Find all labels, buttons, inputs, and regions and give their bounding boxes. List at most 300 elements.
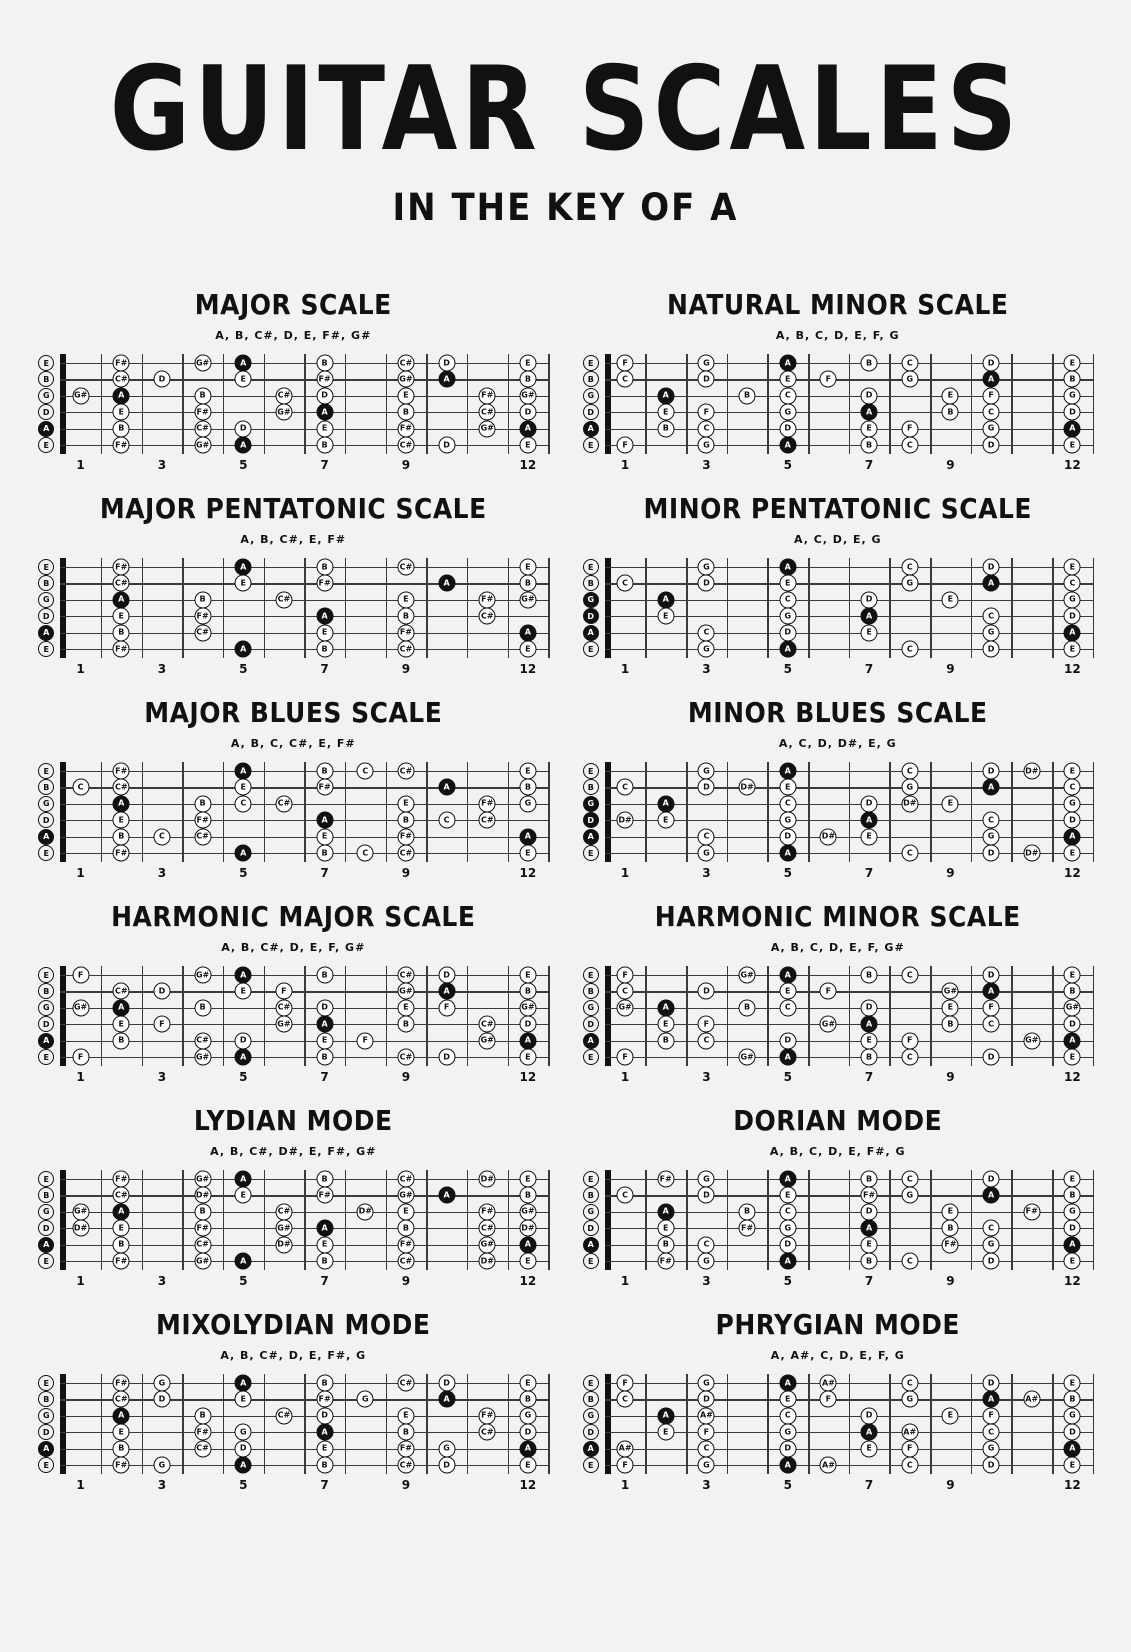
fret-line <box>1011 558 1013 658</box>
fret-note: E <box>316 1032 333 1049</box>
fretboard <box>42 966 548 1066</box>
open-string-label: B <box>38 983 54 999</box>
fret-note: D <box>983 763 1000 780</box>
open-string-label: G <box>583 796 599 812</box>
fret-note-root: A <box>519 1236 536 1253</box>
string-line <box>60 1416 548 1417</box>
fret-line <box>548 558 550 658</box>
string-line <box>605 649 1093 650</box>
fret-line <box>182 354 184 454</box>
fret-note: D# <box>820 828 837 845</box>
fret-note-root: A <box>657 795 674 812</box>
fret-note: C <box>901 1171 918 1188</box>
fret-note: F# <box>657 1253 674 1270</box>
fret-note: D <box>983 437 1000 454</box>
fret-note: G# <box>194 1049 211 1066</box>
fret-note: B <box>194 795 211 812</box>
scale-block-major-pentatonic-scale <box>26 476 561 680</box>
string-line <box>60 616 548 617</box>
fret-number: 12 <box>519 866 537 880</box>
fret-number: 9 <box>401 1274 411 1288</box>
fret-note: F <box>983 1407 1000 1424</box>
fret-line <box>101 1374 103 1474</box>
fret-note: G <box>983 624 1000 641</box>
fret-note: C# <box>275 1203 292 1220</box>
string-line <box>605 616 1093 617</box>
string-line <box>60 1057 548 1058</box>
fret-line <box>304 762 306 862</box>
fretboard <box>42 762 548 862</box>
scale-title: NATURAL MINOR SCALE <box>667 288 1009 321</box>
fret-note: E <box>779 575 796 592</box>
fret-note: F <box>438 999 455 1016</box>
fret-note: G <box>698 559 715 576</box>
scale-note-list: A, B, C#, E, F# <box>240 533 347 546</box>
fret-line <box>727 966 729 1066</box>
fret-note: D <box>316 999 333 1016</box>
fret-note: E <box>861 420 878 437</box>
page-subtitle: IN THE KEY OF A <box>392 186 739 230</box>
fret-note: C <box>901 1457 918 1474</box>
string-line <box>605 379 1093 380</box>
open-string-label: B <box>38 1391 54 1407</box>
fret-note: C <box>901 1253 918 1270</box>
fret-note: C# <box>194 624 211 641</box>
fret-note: C <box>779 387 796 404</box>
string-line <box>605 853 1093 854</box>
fret-note: F# <box>397 420 414 437</box>
fret-line <box>930 1170 932 1270</box>
fret-note: E <box>519 1457 536 1474</box>
string-line <box>605 363 1093 364</box>
scale-title: MAJOR BLUES SCALE <box>144 696 443 729</box>
fret-note-root: A <box>235 1457 252 1474</box>
fret-note: E <box>519 967 536 984</box>
nut <box>60 762 66 862</box>
fret-line <box>767 1170 769 1270</box>
string-line <box>60 1399 548 1400</box>
fret-line <box>386 762 388 862</box>
string-line <box>605 1212 1093 1213</box>
fret-note: C# <box>113 1187 130 1204</box>
fret-number: 5 <box>239 662 248 676</box>
scale-note-list: A, C, D, D#, E, G <box>778 737 897 750</box>
open-string-label: E <box>583 559 599 575</box>
fret-note: E <box>519 845 536 862</box>
string-line <box>605 1383 1093 1384</box>
fret-note: D <box>1064 1424 1081 1441</box>
fret-line <box>808 1170 810 1270</box>
fret-note: F <box>901 420 918 437</box>
fret-note: G# <box>739 967 756 984</box>
fret-note: G <box>901 1391 918 1408</box>
fretboard <box>587 1170 1093 1270</box>
fret-note-root: A <box>1064 624 1081 641</box>
fret-line <box>849 1170 851 1270</box>
fret-line <box>808 966 810 1066</box>
fret-note: D <box>698 1391 715 1408</box>
fret-note: F# <box>316 371 333 388</box>
fret-number: 1 <box>620 1274 630 1288</box>
string-line <box>60 1228 548 1229</box>
fret-note-root: A <box>519 420 536 437</box>
fret-note: E <box>235 1391 252 1408</box>
fret-note: B <box>657 1236 674 1253</box>
fret-note: D <box>438 437 455 454</box>
scale-block-minor-pentatonic-scale <box>571 476 1106 680</box>
string-line <box>60 412 548 413</box>
fret-line <box>849 354 851 454</box>
fret-line <box>889 762 891 862</box>
fret-number: 7 <box>864 458 874 472</box>
fret-note: B <box>861 1171 878 1188</box>
fret-note-root: A <box>235 1253 252 1270</box>
fret-note: D <box>861 591 878 608</box>
fret-note: E <box>113 1016 130 1033</box>
fret-note: G <box>698 641 715 658</box>
fretboard <box>42 1170 548 1270</box>
scale-title: HARMONIC MAJOR SCALE <box>111 900 476 933</box>
fret-note: E <box>519 437 536 454</box>
fret-note-root: A <box>235 1375 252 1392</box>
fret-note: E <box>235 371 252 388</box>
fret-note: C# <box>397 1049 414 1066</box>
fret-line <box>386 1374 388 1474</box>
fret-number-row <box>605 862 1093 884</box>
fret-number: 5 <box>783 1274 792 1288</box>
fret-line <box>304 558 306 658</box>
open-string-label: B <box>583 1391 599 1407</box>
fret-note: F# <box>194 1220 211 1237</box>
fret-note: C# <box>397 845 414 862</box>
fret-note-root: A <box>316 1424 333 1441</box>
fret-note: B <box>316 641 333 658</box>
fret-note: C <box>698 1236 715 1253</box>
fret-note-root: A <box>235 1171 252 1188</box>
fret-line <box>1052 1374 1054 1474</box>
string-line <box>605 429 1093 430</box>
open-string-label: G <box>583 1408 599 1424</box>
fret-note: F <box>617 1457 634 1474</box>
open-string-label: D <box>583 812 599 828</box>
fret-note: D <box>698 575 715 592</box>
fret-note: C <box>983 404 1000 421</box>
fret-number: 1 <box>620 458 630 472</box>
fret-number: 9 <box>946 1274 955 1288</box>
fret-number: 7 <box>320 1070 329 1084</box>
fret-note: G <box>698 1375 715 1392</box>
fret-line <box>345 762 347 862</box>
fret-note: B <box>1064 1187 1081 1204</box>
fret-note: G# <box>194 1171 211 1188</box>
fret-note: B <box>316 437 333 454</box>
string-line <box>60 1195 548 1196</box>
fret-line <box>971 1374 973 1474</box>
open-string-label: D <box>583 1220 599 1236</box>
fret-line <box>548 1170 550 1270</box>
fret-note: C <box>617 779 634 796</box>
open-string-label: E <box>38 763 54 779</box>
fret-note: C <box>617 575 634 592</box>
fret-number: 1 <box>76 1070 85 1084</box>
open-string-label: E <box>38 559 54 575</box>
fret-note: B <box>316 1049 333 1066</box>
fret-note-root: A <box>438 371 455 388</box>
fret-note: F# <box>113 1375 130 1392</box>
fret-number: 12 <box>1064 866 1081 880</box>
string-line <box>60 429 548 430</box>
fret-note-root: A <box>983 575 1000 592</box>
string-line <box>605 820 1093 821</box>
open-string-label: E <box>583 641 599 657</box>
fretboard <box>42 558 548 658</box>
fret-line <box>508 1170 510 1270</box>
string-line <box>60 1383 548 1384</box>
string-line <box>60 1245 548 1246</box>
fret-note: G# <box>397 1187 414 1204</box>
fret-note: E <box>942 591 959 608</box>
fret-note: B <box>657 420 674 437</box>
fret-note-root: A <box>861 1016 878 1033</box>
fret-note: F# <box>316 779 333 796</box>
fret-line <box>548 966 550 1066</box>
string-line <box>60 1449 548 1450</box>
fret-note-root: A <box>983 983 1000 1000</box>
fret-line <box>1052 966 1054 1066</box>
fret-line <box>467 1374 469 1474</box>
fret-note-root: A <box>1064 1440 1081 1457</box>
nut <box>605 354 611 454</box>
fret-note: G# <box>72 1203 89 1220</box>
fret-note: E <box>519 641 536 658</box>
string-line <box>60 1179 548 1180</box>
fret-note: B <box>1064 983 1081 1000</box>
fret-note: E <box>235 575 252 592</box>
open-string-label: G <box>38 388 54 404</box>
fret-note: E <box>397 591 414 608</box>
string-line <box>605 412 1093 413</box>
fret-note: C# <box>397 355 414 372</box>
fret-note: F# <box>194 608 211 625</box>
fret-note: G <box>1064 1203 1081 1220</box>
fret-number: 9 <box>946 458 955 472</box>
open-string-label: B <box>583 371 599 387</box>
fret-note: G <box>779 404 796 421</box>
fret-line <box>1011 1374 1013 1474</box>
fret-note: C# <box>113 983 130 1000</box>
nut <box>60 354 66 454</box>
fret-note: E <box>316 624 333 641</box>
fret-note: C# <box>397 1457 414 1474</box>
fret-note: D# <box>1023 763 1040 780</box>
fret-note: D <box>519 1424 536 1441</box>
fret-note: G <box>983 1440 1000 1457</box>
fret-number: 3 <box>157 662 167 676</box>
fret-note: C <box>779 795 796 812</box>
fret-note: C <box>983 1424 1000 1441</box>
scale-note-list: A, B, C#, D, E, F#, G# <box>215 329 372 342</box>
fret-note: D# <box>357 1203 374 1220</box>
string-line <box>60 804 548 805</box>
fret-note-root: A <box>779 1171 796 1188</box>
fret-number: 7 <box>864 1478 874 1492</box>
fret-note: F <box>617 355 634 372</box>
fret-note: E <box>316 1236 333 1253</box>
fret-number: 3 <box>702 866 711 880</box>
fret-line <box>142 354 144 454</box>
fret-line <box>889 558 891 658</box>
fret-note: C# <box>194 1032 211 1049</box>
fret-number: 7 <box>320 1478 329 1492</box>
fret-note: B <box>861 437 878 454</box>
fret-note: E <box>861 828 878 845</box>
fret-note: C <box>1064 575 1081 592</box>
fret-note: F# <box>113 1457 130 1474</box>
scale-block-natural-minor-scale <box>571 272 1106 476</box>
fret-note: D# <box>901 795 918 812</box>
fret-note: G# <box>275 1016 292 1033</box>
open-string-label: D <box>38 404 54 420</box>
fret-line <box>508 762 510 862</box>
nut <box>60 966 66 1066</box>
fret-note: B <box>942 1220 959 1237</box>
open-string-label: G <box>38 1408 54 1424</box>
fret-number: 9 <box>946 866 955 880</box>
fret-line <box>645 1374 647 1474</box>
fret-number: 9 <box>401 1070 411 1084</box>
fret-line <box>142 1374 144 1474</box>
fret-note: E <box>519 1049 536 1066</box>
fret-note: F# <box>194 404 211 421</box>
fret-note: G <box>779 1220 796 1237</box>
fret-number: 7 <box>320 866 329 880</box>
fret-line <box>467 762 469 862</box>
fret-line <box>182 966 184 1066</box>
fret-note-root: A <box>316 1220 333 1237</box>
fret-number-row <box>605 658 1093 680</box>
string-line <box>60 1212 548 1213</box>
fret-line <box>849 558 851 658</box>
fret-number: 7 <box>320 458 329 472</box>
fret-note: C# <box>479 1220 496 1237</box>
fret-note: C# <box>194 1440 211 1457</box>
open-string-label: E <box>583 763 599 779</box>
fret-note: G <box>901 371 918 388</box>
fret-note: B <box>113 1236 130 1253</box>
string-line <box>60 820 548 821</box>
string-line <box>605 567 1093 568</box>
fret-note: G <box>779 812 796 829</box>
open-string-label: E <box>38 1253 54 1269</box>
fret-number: 12 <box>1064 662 1081 676</box>
fret-note: D# <box>479 1253 496 1270</box>
fret-note: A# <box>1023 1391 1040 1408</box>
fret-note: G# <box>72 999 89 1016</box>
fretboard <box>42 354 548 454</box>
fret-note: G# <box>820 1016 837 1033</box>
fret-line <box>508 966 510 1066</box>
fret-note: C# <box>275 999 292 1016</box>
fretboard-diagram <box>38 354 548 476</box>
open-string-label: A <box>583 829 599 845</box>
open-string-label: G <box>38 592 54 608</box>
fret-note: B <box>194 387 211 404</box>
open-string-label: G <box>38 1204 54 1220</box>
scale-block-dorian-mode <box>571 1088 1106 1292</box>
fret-line <box>1093 762 1095 862</box>
fret-number: 1 <box>76 662 85 676</box>
open-string-label: D <box>38 1424 54 1440</box>
fret-line <box>386 558 388 658</box>
scale-title: MAJOR SCALE <box>194 288 392 321</box>
fret-note-root: A <box>438 575 455 592</box>
open-string-label: E <box>583 845 599 861</box>
fret-note-root: A <box>438 1187 455 1204</box>
fret-note-root: A <box>235 967 252 984</box>
fret-note: C <box>72 779 89 796</box>
fret-note: G# <box>479 1032 496 1049</box>
string-line <box>60 991 548 992</box>
fret-note: A# <box>901 1424 918 1441</box>
fret-note: D <box>983 967 1000 984</box>
fret-number: 1 <box>620 1478 630 1492</box>
fret-note-root: A <box>657 1407 674 1424</box>
fret-note: B <box>397 404 414 421</box>
fret-number: 12 <box>519 1478 537 1492</box>
fret-note: C <box>901 845 918 862</box>
scale-note-list: A, C, D, E, G <box>794 533 882 546</box>
fret-note: E <box>397 387 414 404</box>
fret-note: D <box>153 371 170 388</box>
fret-note: F <box>698 1424 715 1441</box>
fret-note: G# <box>1064 999 1081 1016</box>
fret-note: B <box>519 779 536 796</box>
scale-note-list: A, A#, C, D, E, F, G <box>770 1349 905 1362</box>
fret-note-root: A <box>1064 420 1081 437</box>
open-string-label: G <box>583 388 599 404</box>
fret-number: 3 <box>157 1274 167 1288</box>
fret-note: E <box>942 1407 959 1424</box>
fret-note: G# <box>275 404 292 421</box>
scale-note-list: A, B, C, D, E, F#, G <box>769 1145 906 1158</box>
fret-line <box>1052 762 1054 862</box>
fret-note-root: A <box>779 1253 796 1270</box>
fret-note: C <box>901 763 918 780</box>
open-string-label: D <box>38 812 54 828</box>
fret-note: E <box>113 812 130 829</box>
open-string-label: D <box>583 1424 599 1440</box>
string-line <box>605 1399 1093 1400</box>
fret-note: E <box>1064 967 1081 984</box>
fret-note-root: A <box>235 845 252 862</box>
fret-note: D <box>698 371 715 388</box>
fret-note: C <box>779 1407 796 1424</box>
fret-number: 7 <box>320 1274 329 1288</box>
fret-note: D <box>438 1049 455 1066</box>
fret-note: C <box>983 1220 1000 1237</box>
fret-note: G# <box>519 999 536 1016</box>
fretboard <box>42 1374 548 1474</box>
string-line <box>605 1245 1093 1246</box>
string-line <box>60 1024 548 1025</box>
fret-note: G <box>779 608 796 625</box>
open-string-label: A <box>583 625 599 641</box>
fret-note: E <box>1064 1457 1081 1474</box>
fret-note: D# <box>72 1220 89 1237</box>
fret-number: 12 <box>519 1274 537 1288</box>
fret-note: B <box>519 983 536 1000</box>
fret-line <box>645 558 647 658</box>
